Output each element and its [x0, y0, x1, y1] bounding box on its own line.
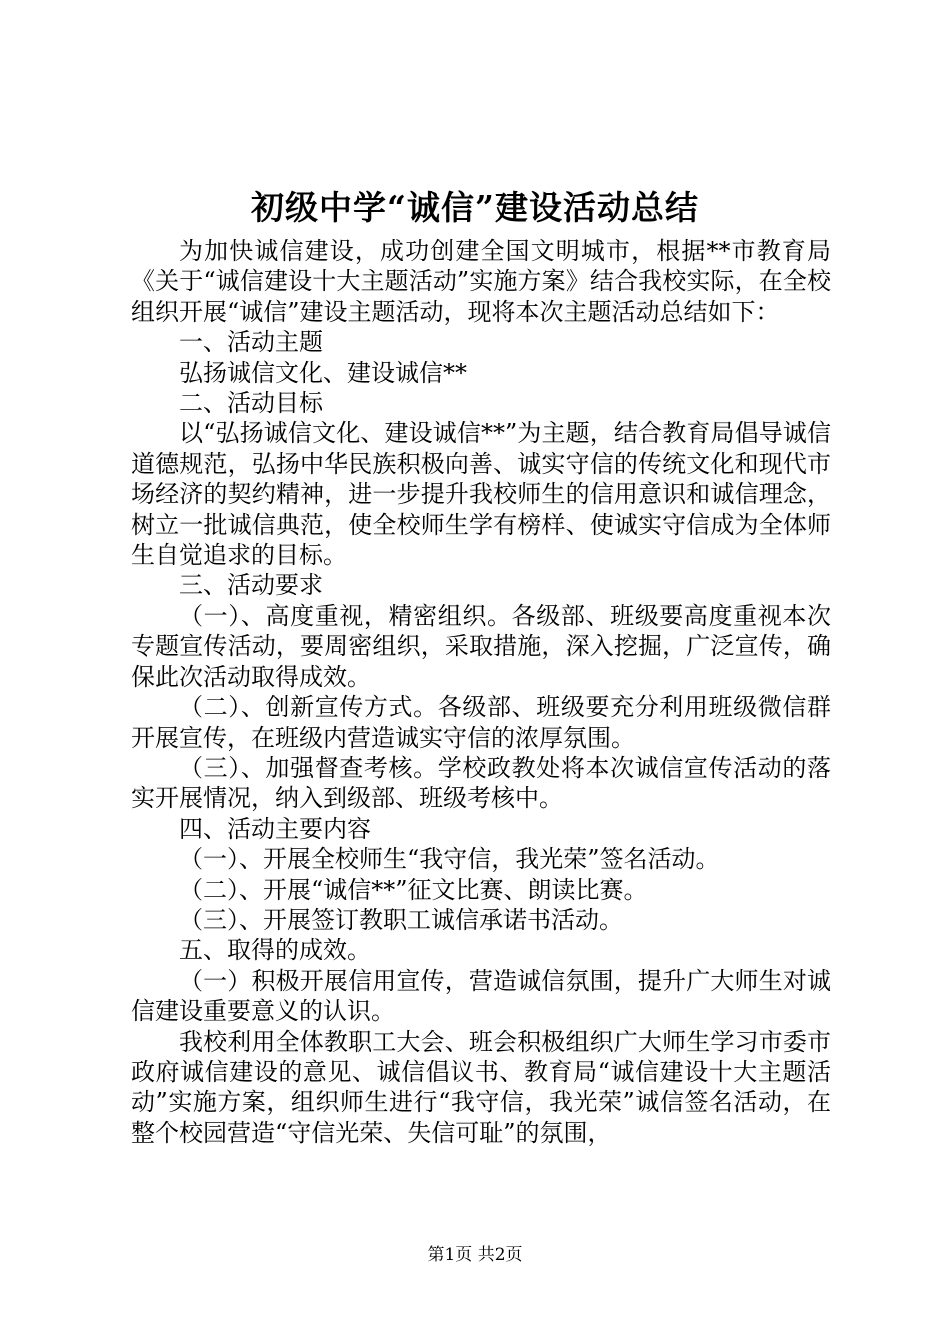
document-title: 初级中学“诚信”建设活动总结 [251, 188, 699, 227]
content-item-3: （三）、开展签订教职工诚信承诺书活动。 [179, 905, 623, 934]
section-heading-requirements: 三、活动要求 [179, 571, 323, 600]
requirement-item-1: （一）、高度重视，精密组织。各级部、班级要高度重视本次专题宣传活动，要周密组织，采取措施，深入挖掘，广泛宣传，确保此次活动取得成效。 [131, 601, 831, 691]
theme-paragraph: 弘扬诚信文化、建设诚信** [179, 358, 467, 387]
requirement-item-3: （三）、加强督查考核。学校政教处将本次诚信宣传活动的落实开展情况，纳入到级部、班级考核中。 [131, 753, 831, 813]
goal-paragraph: 以“弘扬诚信文化、建设诚信**”为主题，结合教育局倡导诚信道德规范，弘扬中华民族积极向善、诚实守信的传统文化和现代市场经济的契约精神，进一步提升我校师生的信用意识和诚信理念，树立一批诚信典范，使全校师生学有榜样、使诚实守信成为全体师生自觉追求的目标。 [131, 419, 831, 570]
results-item-1: （一）积极开展信用宣传，营造诚信氛围，提升广大师生对诚信建设重要意义的认识。 [131, 966, 831, 1026]
page-footer: 第1页 共2页 [427, 1245, 523, 1265]
section-heading-content: 四、活动主要内容 [179, 814, 371, 843]
intro-paragraph: 为加快诚信建设，成功创建全国文明城市，根据**市教育局《关于“诚信建设十大主题活动”实施方案》结合我校实际，在全校组织开展“诚信”建设主题活动，现将本次主题活动总结如下： [131, 237, 831, 326]
requirement-item-2: （二）、创新宣传方式。各级部、班级要充分利用班级微信群开展宣传，在班级内营造诚实守信的浓厚氛围。 [131, 693, 831, 752]
section-heading-theme: 一、活动主题 [179, 328, 323, 357]
document-body [131, 236, 831, 1148]
content-item-2: （二）、开展“诚信**”征文比赛、朗读比赛。 [179, 875, 648, 904]
section-heading-results: 五、取得的成效。 [179, 936, 371, 965]
content-item-1: （一）、开展全校师生“我守信，我光荣”签名活动。 [179, 845, 720, 874]
results-detail-paragraph: 我校利用全体教职工大会、班会积极组织广大师生学习市委市政府诚信建设的意见、诚信倡议书、教育局“诚信建设十大主题活动”实施方案，组织师生进行“我守信，我光荣”诚信签名活动，在整个校园营造“守信光荣、失信可耻”的氛围， [131, 1027, 831, 1147]
section-heading-goal: 二、活动目标 [179, 389, 323, 418]
